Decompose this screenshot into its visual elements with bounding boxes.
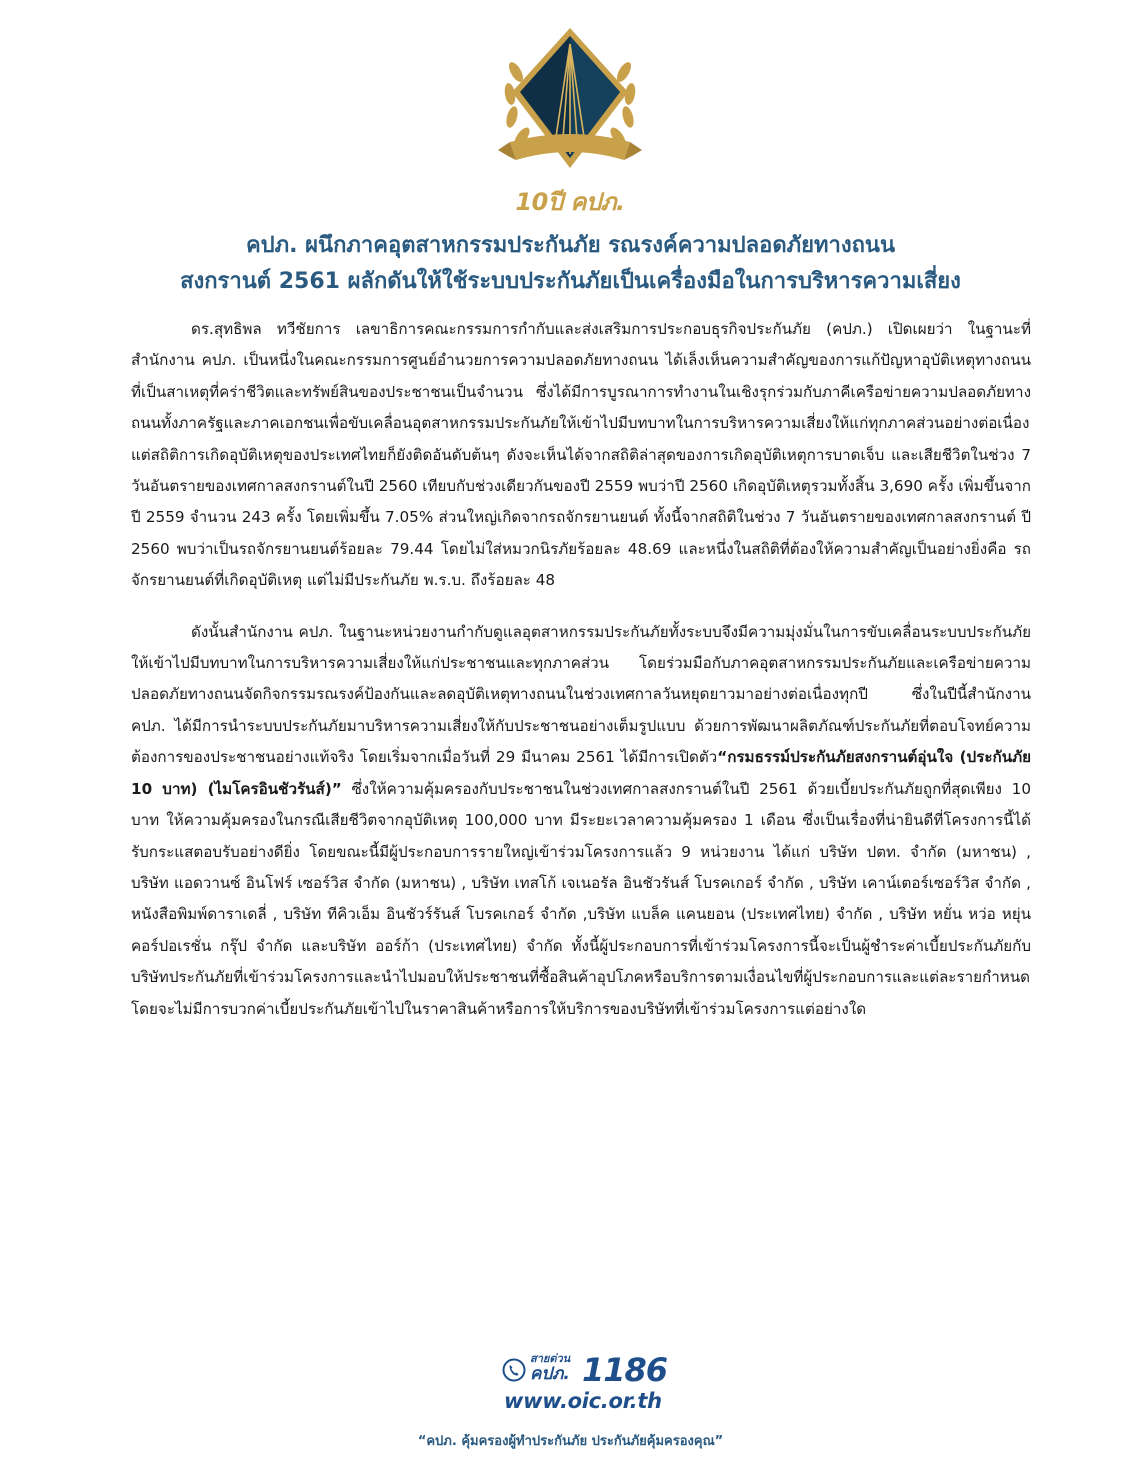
paragraph-2 (131, 617, 1031, 1025)
oic-10-year-logo (494, 22, 646, 216)
logo-caption: 10ปี คปภ. (515, 188, 625, 216)
hotline-number: 1186 (582, 1351, 668, 1389)
headline (60, 228, 1081, 300)
paragraph-1-text: ดร.สุทธิพล ทวีชัยการ เลขาธิการคณะกรรมการกำกับและส่งเสริมการประกอบธุรกิจประกันภัย (คปภ.) เปิดเผยว่า ในฐานะที่สำนักงาน คปภ. เป็นหนึ่งในคณะกรรมการศูนย์อำนวยการความปลอดภัยทางถนน ได้เล็งเห็นความสำคัญของการแก้ปัญหาอุบัติเหตุทางถนนที่เป็นสาเหตุที่คร่าชีวิตและทรัพย์สินของประชาชนเป็นจำนวน ซึ่งได้มีการบูรณาการทำงานในเชิงรุกร่วมกับภาคีเครือข่ายความปลอดภัยทางถนนทั้งภาครัฐและภาคเอกชนเพื่อขับเคลื่อนอุตสาหกรรมประกันภัยให้เข้าไปมีบทบาทในการบริหารความเสี่ยงให้แก่ทุกภาคส่วนอย่างต่อเนื่อง แต่สถิติการเกิดอุบัติเหตุของประเทศไทยก็ยังติดอันดับต้นๆ ดังจะเห็นได้จากสถิติล่าสุดของการเกิดอุบัติเหตุการบาดเจ็บ และเสียชีวิตในช่วง 7 วันอันตรายของเทศกาลสงกรานต์ในปี 2560 เทียบกับช่วงเดียวกันของปี 2559 พบว่าปี 2560 เกิดอุบัติเหตุรวมทั้งสิ้น 3,690 ครั้ง เพิ่มขึ้นจากปี 2559 จำนวน 243 ครั้ง โดยเพิ่มขึ้น 7.05% ส่วนใหญ่เกิดจากรถจักรยานยนต์ ทั้งนี้จากสถิติในช่วง 7 วันอันตรายของเทศกาลสงกรานต์ ปี 2560 พบว่าเป็นรถจักรยานยนต์ร้อยละ 79.44 โดยไม่ใส่หมวกนิรภัยร้อยละ 48.69 และหนึ่งในสถิติที่ต้องให้ความสำคัญเป็นอย่างยิ่งคือ รถจักรยานยนต์ที่เกิดอุบัติเหตุ แต่ไม่มีประกันภัย พ.ร.บ. ถึงร้อยละ 48 (131, 320, 1031, 590)
paragraph-2-text-before: ดังนั้นสำนักงาน คปภ. ในฐานะหน่วยงานกำกับดูแลอุตสาหกรรมประกันภัยทั้งระบบจึงมีความมุ่งมั่นในการขับเคลื่อนระบบประกันภัยให้เข้าไปมีบทบาทในการบริหารความเสี่ยงให้แก่ประชาชนและทุกภาคส่วน โดยร่วมมือกับภาคอุตสาหกรรมประกันภัยและเครือข่ายความปลอดภัยทางถนนจัดกิจกรรมรณรงค์ป้องกันและลดอุบัติเหตุทางถนนในช่วงเทศกาลวันหยุดยาวมาอย่างต่อเนื่องทุกปี ซึ่งในปีนี้สำนักงาน คปภ. ได้มีการนำระบบประกันภัยมาบริหารความเสี่ยงให้กับประชาชนอย่างเต็มรูปแบบ ด้วยการพัฒนาผลิตภัณฑ์ประกันภัยที่ตอบโจทย์ความต้องการของประชาชนอย่างแท้จริง โดยเริ่มจากเมื่อวันที่ 29 มีนาคม 2561 ได้มีการเปิดตัว (131, 622, 1031, 767)
paragraph-2-text-after: ซึ่งให้ความคุ้มครองกับประชาชนในช่วงเทศกาลสงกรานต์ในปี 2561 ด้วยเบี้ยประกันภัยถูกที่สุดเพียง 10 บาท ให้ความคุ้มครองในกรณีเสียชีวิตจากอุบัติเหตุ 100,000 บาท มีระยะเวลาความคุ้มครอง 1 เดือน ซึ่งเป็นเรื่องที่น่ายินดีที่โครงการนี้ได้รับกระแสตอบรับอย่างดียิ่ง โดยขณะนี้มีผู้ประกอบการรายใหญ่เข้าร่วมโครงการแล้ว 9 หน่วยงาน ได้แก่ บริษัท ปตท. จำกัด (มหาชน) , บริษัท แอดวานซ์ อินโฟร์ เซอร์วิส จำกัด (มหาชน) , บริษัท เทสโก้ เจเนอรัล อินชัวรันส์ โบรคเกอร์ จำกัด , บริษัท เคาน์เตอร์เซอร์วิส จำกัด , หนังสือพิมพ์ดาราเดลี่ , บริษัท ทีคิวเอ็ม อินชัวร์รันส์ โบรคเกอร์ จำกัด ,บริษัท แบล็ค แคนยอน (ประเทศไทย) จำกัด , บริษัท หยั่น หว่อ หยุ่น คอร์ปอเรชั่น กรุ๊ป จำกัด และบริษัท ออร์ก้า (ประเทศไทย) จำกัด ทั้งนี้ผู้ประกอบการที่เข้าร่วมโครงการนี้จะเป็นผู้ชำระค่าเบี้ยประกันภัยกับบริษัทประกันภัยที่เข้าร่วมโครงการและนำไปมอบให้ประชาชนที่ซื้อสินค้าอุปโภคหรือบริการตามเงื่อนไขที่ผู้ประกอบการและแต่ละรายกำหนด โดยจะไม่มีการบวกค่าเบี้ยประกันภัยเข้าไปในราคาสินค้าหรือการให้บริการของบริษัทที่เข้าร่วมโครงการแต่อย่างใด (131, 779, 1031, 1018)
policy-name-highlight: “กรมธรรม์ประกันภัยสงกรานต์อุ่นใจ (ประกันภัย 10 บาท) (ไมโครอินชัวรันส์)” (131, 748, 1031, 798)
website-url: www.oic.or.th (504, 1389, 662, 1413)
paragraph-1 (131, 314, 1031, 597)
article-body (131, 314, 1031, 1025)
headline-line-1: คปภ. ผนึกภาคอุตสาหกรรมประกันภัย รณรงค์ความปลอดภัยทางถนน (245, 233, 896, 258)
phone-handset-icon (502, 1358, 526, 1382)
hotline-org: คปภ. (530, 1364, 570, 1384)
hotline-row (498, 1352, 668, 1388)
oic-10-year-emblem-icon (494, 22, 646, 187)
footer-hotline-logo (498, 1352, 668, 1416)
footer-slogan: “คปภ. คุ้มครองผู้ทำประกันภัย ประกันภัยคุ้มครองคุณ” (417, 1434, 724, 1449)
headline-line-2: สงกรานต์ 2561 ผลักดันให้ใช้ระบบประกันภัยเป็นเครื่องมือในการบริหารความเสี่ยง (180, 269, 961, 294)
hotline-label: สายด่วน (530, 1352, 571, 1365)
